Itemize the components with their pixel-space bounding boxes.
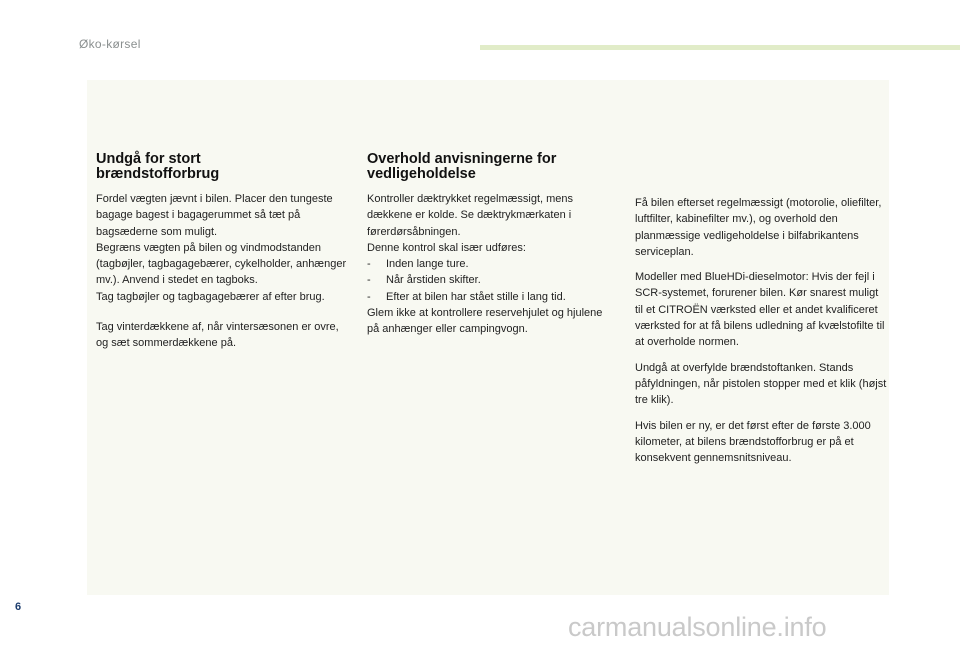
- list-item-text: Efter at bilen har stået stille i lang tid.: [386, 290, 566, 303]
- watermark: carmanualsonline.info: [568, 612, 827, 642]
- list-item-text: Inden lange ture.: [386, 258, 469, 271]
- page-number: 6: [15, 601, 22, 613]
- paragraph-bluehdi: Modeller med BlueHDi-dieselmotor: Hvis der fejl i SCR-systemet, forurener bilen. Kør snarest muligt til et CITROËN værksted eller et andet kvalificeret værksted for at få bilens udledning af kvælstofilte til at overholde normen.: [635, 271, 885, 349]
- paragraph-service: Få bilen efterset regelmæssigt (motorolie, oliefilter, luftfilter, kabinefilter mv.), og overhold den planmæssige vedligeholdelse i bilfabrikantens serviceplan.: [635, 197, 882, 258]
- paragraph-limit-weight: Begræns vægten på bilen og vindmodstanden (tagbøjler, tagbagagebærer, cykelholder, anhænger mv.). Anvend i stedet en tagboks.: [96, 241, 347, 287]
- list-item: - Efter at bilen har stået stille i lang tid.: [367, 289, 607, 305]
- paragraph-winter-tyres: Tag vinterdækkene af, når vintersæsonen er ovre, og sæt sommerdækkene på.: [96, 321, 339, 350]
- paragraph-spare-wheel: Glem ikke at kontrollere reservehjulet og hjulene på anhænger eller campingvogn.: [367, 307, 603, 336]
- paragraph-remove-roof-bars: Tag tagbøjler og tagbagagebærer af efter brug.: [96, 290, 325, 303]
- list-item-text: Når årstiden skifter.: [386, 274, 481, 287]
- heading-fuel-consumption: Undgå for stort brændstofforbrug: [96, 151, 220, 182]
- section-title: Øko-kørsel: [79, 37, 141, 51]
- column-service: [635, 195, 887, 466]
- list-item: - Inden lange ture.: [367, 256, 607, 272]
- heading-maintenance: Overhold anvisningerne for vedligeholdelse: [367, 151, 557, 182]
- paragraph-fuel-tank: Undgå at overfylde brændstoftanken. Stands påfyldningen, når pistolen stopper med et klik (højst tre klik).: [635, 361, 887, 407]
- column-fuel-consumption: [96, 152, 348, 352]
- header-accent-bar: [480, 45, 960, 50]
- paragraph-tyre-pressure: Kontroller dæktrykket regelmæssigt, mens dækkene er kolde. Se dæktrykmærkaten i førerdørsåbningen.: [367, 193, 574, 238]
- list-item: - Når årstiden skifter.: [367, 272, 607, 288]
- paragraph-new-car: Hvis bilen er ny, er det først efter de første 3.000 kilometer, at bilens brændstofforbrug er på et konsekvent gennemsnitsniveau.: [635, 419, 871, 465]
- column-maintenance: [367, 152, 607, 338]
- paragraph-check-when: Denne kontrol skal især udføres:: [367, 241, 526, 254]
- paragraph-weight-distribution: Fordel vægten jævnt i bilen. Placer den tungeste bagage bagest i bagagerummet så tæt på bagsæderne som muligt.: [96, 193, 333, 238]
